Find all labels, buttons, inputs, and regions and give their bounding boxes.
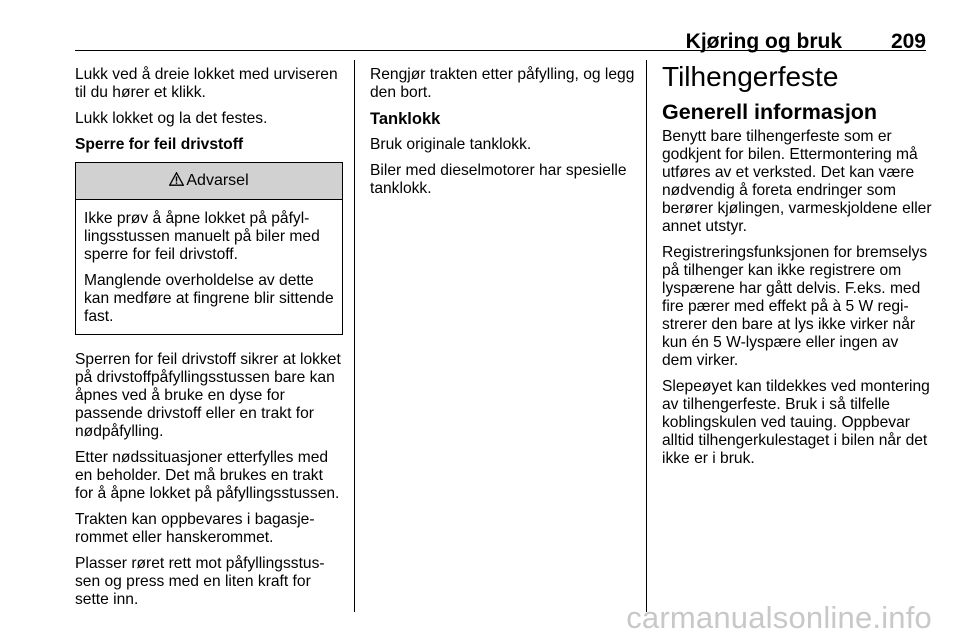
warning-header	[76, 163, 342, 200]
column-3	[662, 61, 932, 476]
paragraph: Trakten kan oppbevares i bagasjerommet eller hanskerommet.	[75, 511, 315, 546]
column-divider-2	[646, 60, 647, 612]
paragraph: Slepeøyet kan tildekkes ved montering av tilhengerfeste. Bruk i så tilfelle koblingskulen ved tauing. Oppbevar alltid tilhengerkulestaget i bilen når det ikke er i bruk.	[662, 378, 930, 467]
section-heading: Tilhengerfeste	[662, 61, 839, 92]
paragraph: Lukk lokket og la det festes.	[75, 110, 268, 127]
subheading-fuel-lock: Sperre for feil drivstoff	[75, 136, 244, 153]
page-number: 209	[890, 30, 926, 53]
paragraph: Benytt bare tilhengerfeste som er godkjent for bilen. Ettermontering må utføres av et verksted. Det kan være nødvendig å foreta endringer som berører kjølingen, varmeskjoldene eller annet utstyr.	[662, 128, 932, 235]
paragraph: Sperren for feil drivstoff sikrer at lokket på drivstoffpåfyllingsstussen bare kan åpnes ved å bruke en dyse for passende drivstoff eller en trakt for nødpåfylling.	[75, 351, 341, 440]
paragraph: Bruk originale tanklokk.	[370, 136, 532, 153]
paragraph: Etter nødssituasjoner etterfylles med en beholder. Det må brukes en trakt for å åpne lokket på påfyllingsstussen.	[75, 449, 340, 502]
paragraph: Biler med dieselmotorer har spesielle tanklokk.	[370, 162, 627, 197]
warning-paragraph: Ikke prøv å åpne lokket på påfyllingsstussen manuelt på biler med sperre for feil drivstoff.	[84, 210, 320, 263]
subheading-tank-cap: Tanklokk	[370, 110, 441, 128]
column-divider-1	[354, 60, 355, 612]
paragraph: Plasser røret rett mot påfyllingsstussen og press med en liten kraft for sette inn.	[75, 555, 325, 608]
section-subheading: Generell informasjon	[662, 100, 878, 124]
warning-triangle-icon	[169, 172, 184, 191]
page-header-title: Kjøring og bruk	[685, 30, 842, 53]
warning-box	[75, 162, 343, 335]
warning-paragraph: Manglende overholdelse av dette kan medføre at fingrene blir sittende fast.	[84, 272, 334, 325]
warning-body	[76, 200, 342, 326]
watermark: carmanualsonline.info	[626, 600, 932, 635]
header-rule	[75, 50, 926, 51]
paragraph: Registreringsfunksjonen for bremselys på tilhenger kan ikke registrere om lyspærene har gått delvis. F.eks. med fire pærer med effekt på à 5 W registrerer den bare at lys ikke virker når kun én 5 W-lyspære eller ingen av dem virker.	[662, 244, 928, 369]
column-1	[75, 66, 343, 617]
warning-title: Advarsel	[186, 172, 249, 189]
paragraph: Rengjør trakten etter påfylling, og legg den bort.	[370, 66, 635, 101]
paragraph: Lukk ved å dreie lokket med urviseren til du hører et klikk.	[75, 66, 338, 101]
column-2	[370, 66, 640, 206]
